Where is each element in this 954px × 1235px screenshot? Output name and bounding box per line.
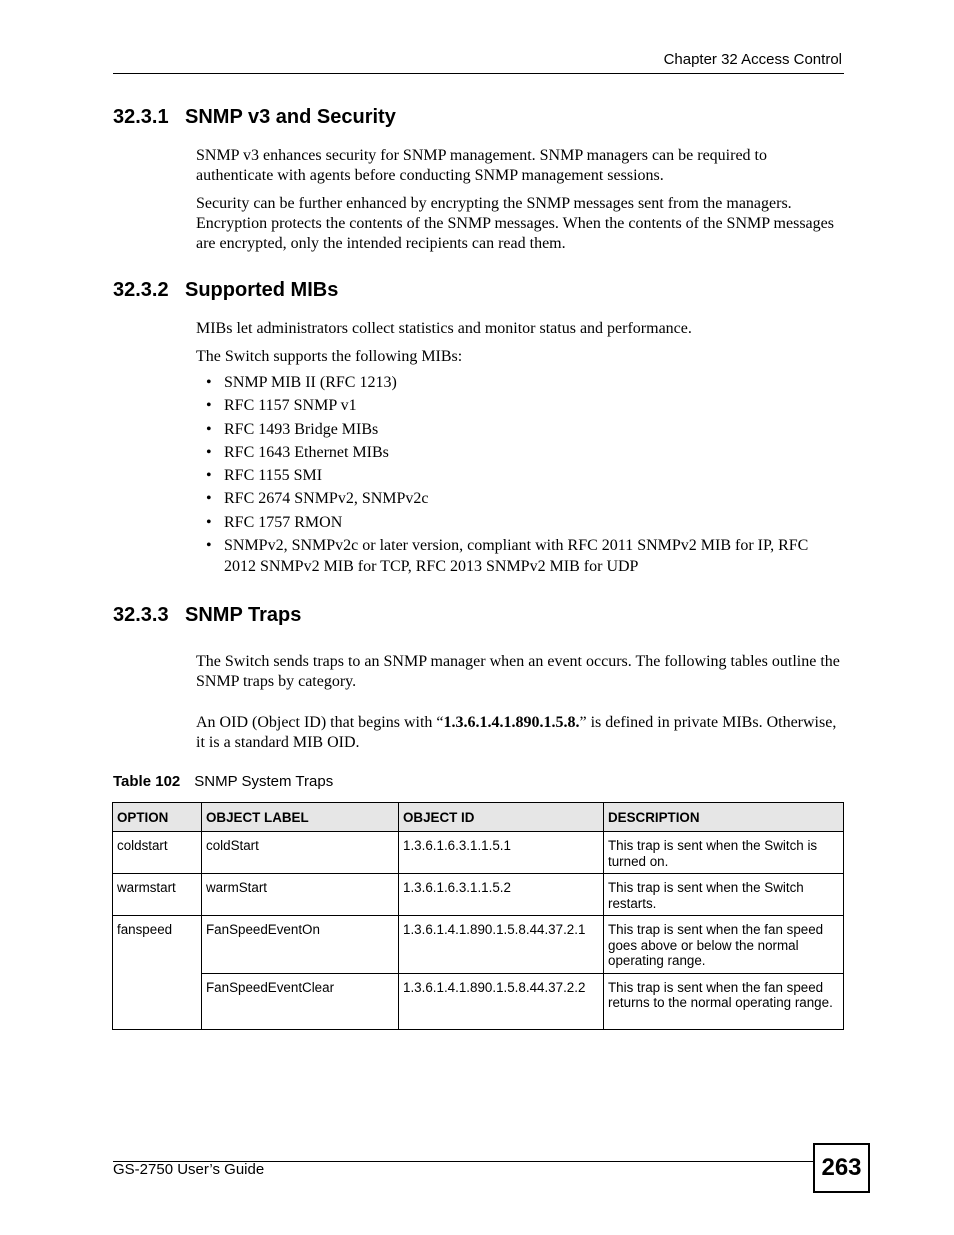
column-header-description: DESCRIPTION [604, 803, 844, 832]
cell-object-label: FanSpeedEventClear [202, 973, 399, 1029]
section-number: 32.3.2 [113, 279, 169, 301]
bullet: • [206, 443, 212, 461]
mib-list [196, 372, 836, 579]
list-item-text: RFC 1493 Bridge MIBs [224, 420, 379, 438]
cell-object-id: 1.3.6.1.6.3.1.1.5.2 [399, 874, 604, 916]
bullet: • [206, 420, 212, 438]
list-item-text: RFC 1643 Ethernet MIBs [224, 443, 389, 461]
bullet: • [206, 374, 212, 391]
section-heading-supported-mibs [113, 279, 338, 302]
cell-object-label: warmStart [202, 874, 399, 916]
list-item [196, 512, 836, 533]
list-item [196, 372, 836, 393]
list-item [196, 535, 836, 577]
list-item-text: RFC 2674 SNMPv2, SNMPv2c [224, 490, 429, 508]
column-header-option: OPTION [113, 803, 202, 832]
column-header-object-label: OBJECT LABEL [202, 803, 399, 832]
oid-text-before: An OID (Object ID) that begins with “ [196, 714, 444, 731]
cell-object-id: 1.3.6.1.4.1.890.1.5.8.44.37.2.1 [399, 916, 604, 974]
cell-description: This trap is sent when the fan speed goes above or below the normal operating range. [604, 916, 844, 974]
bullet: • [206, 537, 212, 555]
cell-description: This trap is sent when the fan speed returns to the normal operating range. [604, 973, 844, 1029]
bullet: • [206, 467, 212, 485]
table-caption [113, 773, 333, 790]
cell-object-id: 1.3.6.1.6.3.1.1.5.1 [399, 832, 604, 874]
cell-option: warmstart [113, 874, 202, 916]
list-item-text: RFC 1157 SNMP v1 [224, 397, 357, 415]
section-heading-snmp-v3 [113, 106, 396, 129]
cell-option: coldstart [113, 832, 202, 874]
page-number: 263 [813, 1143, 870, 1193]
table-title: SNMP System Traps [194, 773, 334, 790]
section-title: SNMP Traps [185, 604, 302, 626]
list-item [196, 395, 836, 416]
bullet: • [206, 513, 212, 531]
paragraph: MIBs let administrators collect statistics and monitor status and performance. [196, 320, 692, 337]
header-divider [113, 73, 844, 74]
section-heading-snmp-traps [113, 604, 301, 627]
paragraph: Security can be further enhanced by encrypting the SNMP messages sent from the managers. Encryption protects the contents of the SNMP messages. When the contents of the SNMP messages are encrypted, only the intended recipients can read them. [196, 195, 834, 252]
cell-description: This trap is sent when the Switch restarts. [604, 874, 844, 916]
table-row [113, 916, 844, 974]
paragraph: The Switch sends traps to an SNMP manager when an event occurs. The following tables outline the SNMP traps by category. [196, 653, 840, 690]
table-row [113, 874, 844, 916]
cell-description: This trap is sent when the Switch is turned on. [604, 832, 844, 874]
list-item-text: SNMPv2, SNMPv2c or later version, compliant with RFC 2011 SNMPv2 MIB for IP, RFC 2012 SNMPv2 MIB for TCP, RFC 2013 SNMPv2 MIB for UDP [224, 537, 809, 576]
oid-prefix: 1.3.6.1.4.1.890.1.5.8. [443, 714, 580, 731]
oid-text-after: ” is defined in private MIBs. Otherwise, it is a standard MIB OID. [196, 714, 837, 751]
table-row [113, 832, 844, 874]
paragraph: SNMP v3 enhances security for SNMP management. SNMP managers can be required to authenticate with agents before conducting SNMP management sessions. [196, 147, 767, 184]
cell-object-id: 1.3.6.1.4.1.890.1.5.8.44.37.2.2 [399, 973, 604, 1029]
list-item [196, 465, 836, 486]
list-item [196, 442, 836, 463]
snmp-system-traps-table [112, 802, 844, 1030]
section-title: Supported MIBs [185, 279, 339, 301]
column-header-object-id: OBJECT ID [399, 803, 604, 832]
table-number: Table 102 [113, 773, 181, 790]
list-item [196, 419, 836, 440]
section-title: SNMP v3 and Security [185, 106, 396, 128]
list-item-text: SNMP MIB II (RFC 1213) [224, 374, 397, 391]
paragraph: The Switch supports the following MIBs: [196, 348, 463, 365]
bullet: • [206, 490, 212, 508]
list-item-text: RFC 1155 SMI [224, 467, 323, 485]
oid-paragraph [196, 713, 841, 753]
cell-option: fanspeed [113, 916, 202, 1030]
footer-guide-title: GS-2750 User’s Guide [113, 1161, 265, 1178]
section-number: 32.3.3 [113, 604, 169, 626]
cell-object-label: FanSpeedEventOn [202, 916, 399, 974]
list-item-text: RFC 1757 RMON [224, 513, 343, 531]
running-header: Chapter 32 Access Control [663, 51, 842, 68]
section-number: 32.3.1 [113, 106, 169, 128]
table-row [113, 973, 844, 1029]
cell-object-label: coldStart [202, 832, 399, 874]
bullet: • [206, 397, 212, 415]
list-item [196, 488, 836, 509]
table-header-row [113, 803, 844, 832]
